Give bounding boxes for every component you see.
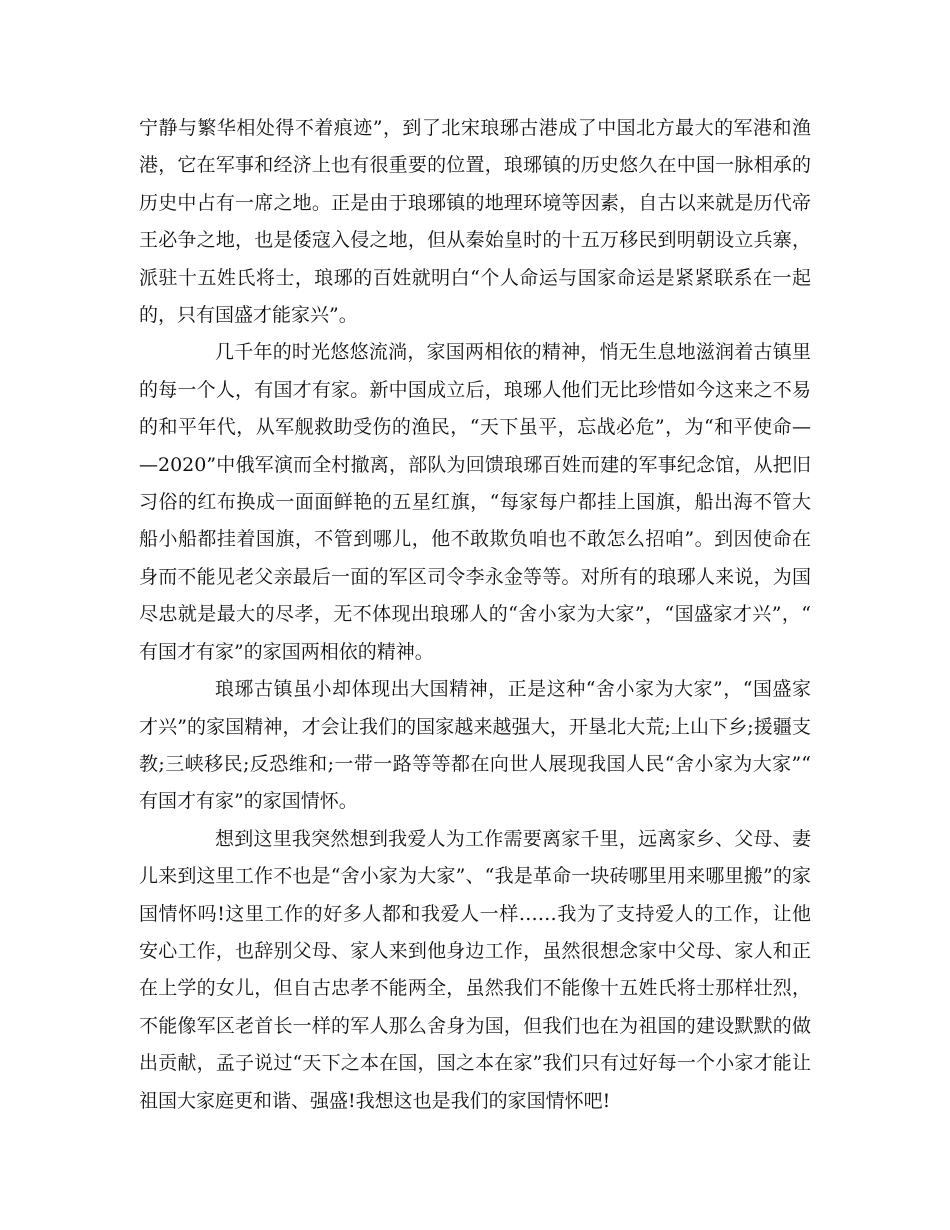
document-body xyxy=(139,110,811,1120)
paragraph-1: 宁静与繁华相处得不着痕迹”，到了北宋琅琊古港成了中国北方最大的军港和渔港，它在军事和经济上也有很重要的位置，琅琊镇的历史悠久在中国一脉相承的历史中占有一席之地。正是由于琅琊镇的地理环境等因素，自古以来就是历代帝王必争之地，也是倭寇入侵之地，但从秦始皇时的十五万移民到明朝设立兵寨，派驻十五姓氏将士，琅琊的百姓就明白“个人命运与国家命运是紧紧联系在一起的，只有国盛才能家兴”。 xyxy=(139,117,811,327)
paragraph-4: 想到这里我突然想到我爱人为工作需要离家千里，远离家乡、父母、妻儿来到这里工作不也是“舍小家为大家”、“我是革命一块砖哪里用来哪里搬”的家国情怀吗!这里工作的好多人都和我爱人一样……我为了支持爱人的工作，让他安心工作，也辞别父母、家人来到他身边工作，虽然很想念家中父母、家人和正在上学的女儿，但自古忠孝不能两全，虽然我们不能像十五姓氏将士那样壮烈，不能像军区老首长一样的军人那么舍身为国，但我们也在为祖国的建设默默的做出贡献，孟子说过“天下之本在国，国之本在家”我们只有过好每一个小家才能让祖国大家庭更和谐、强盛!我想这也是我们的家国情怀吧! xyxy=(139,827,811,1112)
paragraph-3: 琅琊古镇虽小却体现出大国精神，正是这种“舍小家为大家”，“国盛家才兴”的家国精神，才会让我们的国家越来越强大，开垦北大荒;上山下乡;援疆支教;三峡移民;反恐维和;一带一路等等都在向世人展现我国人民“舍小家为大家”“有国才有家”的家国情怀。 xyxy=(139,678,811,813)
paragraph-2: 几千年的时光悠悠流淌，家国两相依的精神，悄无生息地滋润着古镇里的每一个人，有国才有家。新中国成立后，琅琊人他们无比珍惜如今这来之不易的和平年代，从军舰救助受伤的渔民，“天下虽平，忘战必危”，为“和平使命——2020”中俄军演而全村撤离，部队为回馈琅琊百姓而建的军事纪念馆，从把旧习俗的红布换成一面面鲜艳的五星红旗，“每家每户都挂上国旗，船出海不管大船小船都挂着国旗，不管到哪儿，他不敢欺负咱也不敢怎么招咱”。到因使命在身而不能见老父亲最后一面的军区司令李永金等等。对所有的琅琊人来说，为国尽忠就是最大的尽孝，无不体现出琅琊人的“舍小家为大家”，“国盛家才兴”，“有国才有家”的家国两相依的精神。 xyxy=(139,341,811,663)
